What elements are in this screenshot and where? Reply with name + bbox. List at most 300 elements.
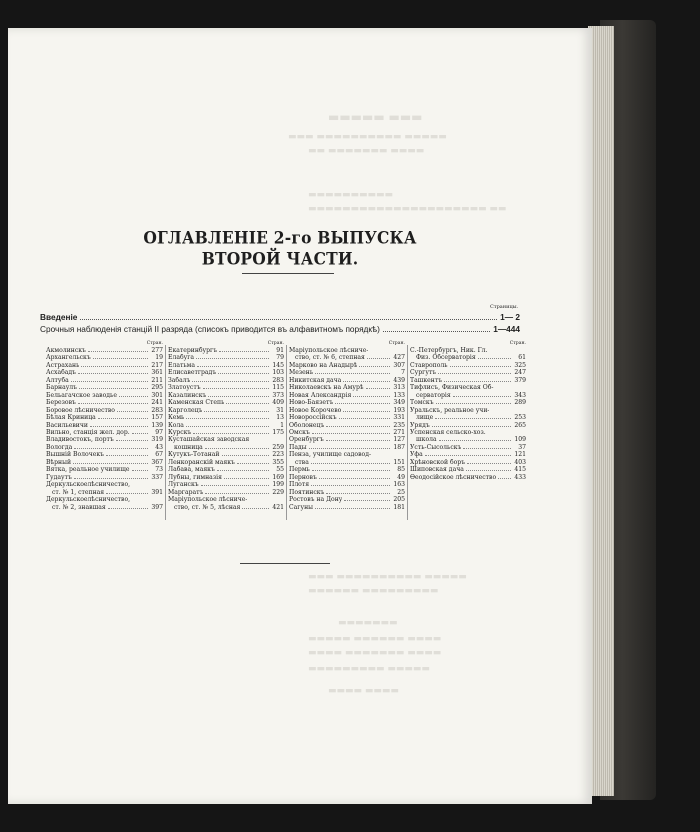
page-number: 163 (393, 481, 405, 489)
leader-dots (205, 489, 269, 494)
page-number: 415 (514, 466, 526, 474)
index-entry (410, 369, 526, 376)
station-name: Златоустъ (168, 384, 201, 392)
leader-dots (186, 422, 269, 427)
station-name: Физ. Обсерваторія (416, 354, 476, 362)
index-entry (168, 451, 284, 458)
station-name: Успенская сельско-хоз. (410, 428, 486, 436)
leader-dots (217, 466, 269, 471)
leader-dots (353, 392, 390, 397)
page-title: ОГЛАВЛЕНІЕ 2-го ВЫПУСКА ВТОРОЙ ЧАСТИ. (143, 227, 417, 269)
page-number: 397 (151, 503, 163, 511)
index-entry (168, 436, 284, 443)
toc-entry-label: Срочныя наблюденія станцій II разряда (списокъ приводится въ алфавитномъ порядкѣ) (40, 324, 380, 334)
station-name: Боровое лѣсничество (46, 406, 115, 414)
index-entry (46, 362, 163, 369)
page-number: 187 (393, 443, 405, 451)
leader-dots (81, 362, 148, 367)
index-entry (168, 459, 284, 466)
index-entry (46, 429, 163, 436)
index-entry (168, 466, 284, 473)
index-entry (46, 384, 163, 391)
index-entry (168, 369, 284, 376)
station-name: Каменская Степь (168, 399, 225, 407)
station-name: Ставрополь (410, 361, 448, 369)
station-name: Курскъ (168, 428, 192, 436)
leader-dots (219, 347, 269, 352)
page-number: 259 (272, 443, 284, 451)
index-entry (46, 407, 163, 414)
index-entry (168, 407, 284, 414)
index-entry (289, 392, 405, 399)
leader-dots (315, 504, 390, 509)
leader-dots (208, 392, 269, 397)
index-entry (410, 384, 526, 391)
station-name: лище (416, 414, 434, 422)
page-number: 349 (393, 399, 405, 407)
leader-dots (312, 466, 390, 471)
index-entry (168, 414, 284, 421)
station-name: Барнаулъ (46, 384, 78, 392)
column-header: Стран. (146, 341, 163, 346)
leader-dots (226, 399, 269, 404)
index-entry (410, 347, 526, 354)
index-entry (289, 466, 405, 473)
station-column (46, 341, 163, 511)
station-name: Луганскъ (168, 481, 199, 489)
station-name: Елатьма (168, 361, 196, 369)
index-entry (289, 481, 405, 488)
station-name: Ѳеодосійское лѣсничество (410, 473, 497, 481)
page-number: 175 (272, 428, 284, 436)
leader-dots (79, 384, 148, 389)
bleed-through-text: ▬▬▬▬▬ ▬▬▬▬▬▬ ▬▬▬▬ (308, 634, 442, 644)
leader-dots (90, 422, 148, 427)
page-number: 223 (272, 451, 284, 459)
page-number: 7 (401, 369, 405, 377)
page-number: 205 (393, 496, 405, 504)
station-name: Бельагачское заводье (46, 391, 117, 399)
leader-dots (466, 466, 511, 471)
bleed-through-text: ▬▬▬▬▬▬▬▬▬▬▬▬▬▬▬▬▬▬▬▬▬ ▬▬ (308, 204, 507, 214)
station-name: Маріупольское лѣсниче- (289, 347, 369, 354)
page-number: 19 (155, 354, 163, 362)
index-entry (289, 362, 405, 369)
index-entry (410, 436, 526, 443)
index-entry (410, 377, 526, 384)
page-number: 79 (276, 354, 284, 362)
index-entry (289, 459, 405, 466)
bleed-through-text: ▬▬▬▬▬▬ ▬▬▬▬▬▬▬▬▬ (308, 586, 439, 596)
index-entry (168, 429, 284, 436)
index-entry (168, 362, 284, 369)
index-entry (410, 459, 526, 466)
station-name: Вятка, реальное училище (46, 466, 130, 474)
station-name: Поятинскъ (289, 488, 325, 496)
page-number: 157 (151, 414, 163, 422)
station-name: Новороссійскъ (289, 414, 337, 422)
toc-entry (40, 324, 520, 334)
page-number: 367 (151, 458, 163, 466)
station-name: Плотя (289, 481, 310, 489)
page-number: 49 (397, 473, 405, 481)
index-entry (410, 362, 526, 369)
page-number: 403 (514, 458, 526, 466)
column-divider (407, 345, 408, 520)
station-name: Сургутъ (410, 369, 437, 377)
leader-dots (463, 444, 511, 449)
page-number: 421 (272, 503, 284, 511)
page-number: 103 (272, 369, 284, 377)
index-entry (168, 504, 284, 511)
station-name: Новая Александрія (289, 391, 352, 399)
index-entry (168, 444, 284, 451)
toc-leader (80, 313, 497, 320)
index-entry (410, 429, 526, 436)
leader-dots (71, 377, 148, 382)
index-entry (289, 414, 405, 421)
leader-dots (311, 459, 390, 464)
leader-dots (78, 399, 148, 404)
station-name: Уральскъ, реальное учи- (410, 406, 490, 414)
leader-dots (224, 474, 269, 479)
index-entry (168, 496, 284, 503)
station-name: Николаевскъ на Амурѣ (289, 384, 364, 392)
leader-dots (438, 369, 511, 374)
station-name: ст. № 2, знавшая (52, 503, 106, 511)
page-number: 85 (397, 466, 405, 474)
leader-dots (309, 444, 390, 449)
station-name: Кутукъ-Тотанай (168, 451, 220, 459)
page-number: 301 (151, 391, 163, 399)
leader-dots (192, 377, 269, 382)
leader-dots (439, 436, 511, 441)
station-name: Алтуба (46, 376, 69, 384)
page-number: 361 (151, 369, 163, 377)
station-name: Оренбургъ (289, 436, 324, 444)
index-entry (410, 407, 526, 414)
index-entry (168, 347, 284, 354)
station-name: Асхабадъ (46, 369, 77, 377)
page-number: 37 (518, 443, 526, 451)
leader-dots (432, 422, 511, 427)
page-number: 97 (155, 428, 163, 436)
leader-dots (436, 399, 511, 404)
leader-dots (218, 369, 269, 374)
leader-dots (444, 377, 511, 382)
page-number: 271 (393, 428, 405, 436)
leader-dots (237, 459, 269, 464)
column-divider (165, 345, 166, 520)
leader-dots (315, 369, 390, 374)
page-number: 409 (272, 399, 284, 407)
index-entry (289, 451, 405, 458)
index-entry (46, 459, 163, 466)
page-number: 307 (393, 361, 405, 369)
index-entry (410, 354, 526, 361)
station-name: Новое Корочево (289, 406, 342, 414)
index-entry (46, 481, 163, 488)
index-entry (46, 369, 163, 376)
page-number: 313 (393, 384, 405, 392)
leader-dots (326, 422, 390, 427)
page-number: 277 (151, 347, 163, 354)
station-name: Уфа (410, 451, 423, 459)
station-name: Лубны, гимназія (168, 473, 222, 481)
index-entry (168, 354, 284, 361)
page-number: 133 (393, 391, 405, 399)
page-number: 193 (393, 406, 405, 414)
station-name: ство, ст. № 6, степная (295, 354, 365, 362)
station-name: Березовъ (46, 399, 76, 407)
page-number: 151 (393, 458, 405, 466)
leader-dots (343, 407, 390, 412)
station-name: Вышній Волочекъ (46, 451, 105, 459)
leader-dots (119, 392, 148, 397)
page-number: 283 (151, 406, 163, 414)
leader-dots (312, 429, 390, 434)
leader-dots (453, 392, 511, 397)
leader-dots (197, 362, 269, 367)
station-name: Акмолинскъ (46, 347, 86, 354)
bleed-through-text: ▬▬▬▬▬▬▬ (338, 618, 398, 628)
page-number: 55 (276, 466, 284, 474)
index-entry (46, 496, 163, 503)
leader-dots (74, 444, 148, 449)
leader-dots (73, 459, 148, 464)
page-number: 43 (155, 443, 163, 451)
index-entry (46, 399, 163, 406)
page-number: 433 (514, 473, 526, 481)
leader-dots (478, 354, 511, 359)
page-number: 13 (276, 414, 284, 422)
index-entry (289, 444, 405, 451)
index-entry (46, 436, 163, 443)
index-entry (168, 377, 284, 384)
page-number: 241 (151, 399, 163, 407)
index-entry (168, 384, 284, 391)
leader-dots (196, 354, 269, 359)
page-number: 25 (397, 488, 405, 496)
page-number: 115 (272, 384, 284, 392)
station-name: Урядъ (410, 421, 430, 429)
leader-dots (450, 362, 511, 367)
station-name: Кемь (168, 414, 185, 422)
index-entry (289, 369, 405, 376)
index-entry (289, 354, 405, 361)
station-name: Марково на Анадырѣ (289, 361, 358, 369)
station-name: ство, ст. № 5, лѣсная (174, 503, 241, 511)
index-entry (46, 392, 163, 399)
leader-dots (93, 354, 148, 359)
bleed-through-text: ▬▬▬ ▬▬▬▬▬▬▬▬▬▬ ▬▬▬▬▬ (308, 572, 467, 582)
column-header: Стран. (267, 341, 284, 346)
page-number: 229 (272, 488, 284, 496)
leader-dots (98, 414, 148, 419)
station-column (168, 341, 284, 511)
index-entry (289, 496, 405, 503)
station-name: Карголецъ (168, 406, 203, 414)
page-number: 325 (514, 361, 526, 369)
index-entry (168, 481, 284, 488)
index-entry (289, 377, 405, 384)
station-name: Шиповская дача (410, 466, 464, 474)
leader-dots (203, 384, 269, 389)
index-entry (46, 466, 163, 473)
index-entry (168, 474, 284, 481)
index-entry (168, 489, 284, 496)
leader-dots (108, 504, 148, 509)
leader-dots (326, 436, 390, 441)
station-name: Екатеринбургъ (168, 347, 218, 354)
page-number: 211 (151, 376, 163, 384)
leader-dots (132, 466, 149, 471)
page-number: 427 (393, 354, 405, 362)
pages-column-label: Страницы. (490, 304, 519, 310)
station-name: Вильно, станція жел. дор. (46, 428, 130, 436)
page-number: 379 (514, 376, 526, 384)
page-number: 265 (514, 421, 526, 429)
station-name: Лабава, маякъ (168, 466, 215, 474)
index-entry (289, 347, 405, 354)
leader-dots (205, 444, 269, 449)
station-name: Оболонецъ (289, 421, 325, 429)
station-name: Кола (168, 421, 184, 429)
index-entry (289, 399, 405, 406)
page-number: 439 (393, 376, 405, 384)
station-name: Бѣлая Криница (46, 414, 96, 422)
station-name: ст. № 1, степная (52, 488, 105, 496)
station-name: Ленкоранскій маякъ (168, 458, 235, 466)
leader-dots (88, 347, 148, 352)
page-number: 235 (393, 421, 405, 429)
page-number: 355 (272, 458, 284, 466)
page-number: 91 (276, 347, 284, 354)
leader-dots (498, 474, 511, 479)
page-number: 283 (272, 376, 284, 384)
index-entry (289, 429, 405, 436)
station-name: Перновъ (289, 473, 317, 481)
page-number: 139 (151, 421, 163, 429)
bleed-through-text: ▬▬▬▬ ▬▬▬▬ (328, 686, 399, 696)
station-name: С.-Петербургъ, Ник. Гл. (410, 347, 488, 354)
toc-leader (383, 325, 490, 332)
index-entry (46, 444, 163, 451)
station-name: Ново-Баязетъ (289, 399, 334, 407)
leader-dots (319, 474, 390, 479)
station-name: Маргаратъ (168, 488, 204, 496)
station-name: школа (416, 436, 437, 444)
bleed-through-text: ▬▬▬▬ ▬▬▬▬▬▬▬ ▬▬▬▬ (308, 648, 442, 658)
page-number: 73 (155, 466, 163, 474)
index-entry (410, 466, 526, 473)
station-name: кошница (174, 443, 203, 451)
station-name: Елабуга (168, 354, 195, 362)
bleed-through-text: ▬▬▬▬▬▬▬▬▬ ▬▬▬▬▬ (308, 664, 430, 674)
station-name: Маріупольское лѣсниче- (168, 496, 248, 504)
title-rule (242, 273, 334, 274)
station-column (289, 341, 405, 511)
page-number: 1 (280, 421, 284, 429)
index-entry (289, 436, 405, 443)
page-number: 67 (155, 451, 163, 459)
page-number: 121 (514, 451, 526, 459)
index-entry (168, 422, 284, 429)
column-header: Стран. (509, 341, 526, 346)
index-entry (289, 474, 405, 481)
leader-dots (242, 504, 269, 509)
station-name: Вѣрный (46, 458, 72, 466)
page-number: 337 (151, 473, 163, 481)
page-number: 331 (393, 414, 405, 422)
index-entry (410, 399, 526, 406)
station-name: Пермь (289, 466, 310, 474)
leader-dots (106, 489, 148, 494)
station-name: Казалинскъ (168, 391, 207, 399)
index-entry (410, 392, 526, 399)
index-entry (289, 384, 405, 391)
station-name: Ростовъ на Дону (289, 496, 343, 504)
column-header: Стран. (388, 341, 405, 346)
page-number: 145 (272, 361, 284, 369)
column-divider (286, 345, 287, 520)
index-entry (46, 354, 163, 361)
bleed-through-text: ▬▬▬ ▬▬▬▬▬▬▬▬▬▬ ▬▬▬▬▬ (288, 132, 447, 142)
leader-dots (201, 481, 269, 486)
page-number: 373 (272, 391, 284, 399)
station-name: Елисаветградъ (168, 369, 217, 377)
station-name: Пады (289, 443, 307, 451)
page-number: 343 (514, 391, 526, 399)
index-entry (410, 474, 526, 481)
bottom-rule (240, 563, 330, 564)
leader-dots (435, 414, 511, 419)
bleed-through-text: ▬▬▬▬▬ ▬▬▬ (328, 110, 423, 124)
station-name: Мезень (289, 369, 314, 377)
leader-dots (311, 481, 390, 486)
page-number: 217 (151, 361, 163, 369)
page-number: 319 (151, 436, 163, 444)
station-name: Томскъ (410, 399, 434, 407)
station-name: Гудаутъ (46, 473, 72, 481)
page-number: 181 (393, 503, 405, 511)
index-entry (46, 422, 163, 429)
bleed-through-text: ▬▬▬▬▬▬▬▬▬▬ (308, 190, 394, 200)
index-entry (46, 451, 163, 458)
index-entry (410, 422, 526, 429)
station-name: серваторія (416, 391, 451, 399)
bleed-through-text: ▬▬ ▬▬▬▬▬▬▬ ▬▬▬▬ (308, 146, 425, 156)
station-name: Омскъ (289, 428, 310, 436)
station-name: Хрѣновской боръ (410, 458, 466, 466)
index-entry (46, 489, 163, 496)
station-name: Никитская дача (289, 376, 342, 384)
index-entry (46, 414, 163, 421)
leader-dots (343, 377, 390, 382)
index-entry (46, 474, 163, 481)
index-entry (168, 392, 284, 399)
station-name: Владивостокъ, портъ (46, 436, 114, 444)
index-entry (289, 407, 405, 414)
index-entry (410, 414, 526, 421)
station-column (410, 341, 526, 481)
page-number: 199 (272, 481, 284, 489)
index-entry (46, 504, 163, 511)
index-entry (289, 422, 405, 429)
leader-dots (367, 354, 390, 359)
page-number: 391 (151, 488, 163, 496)
page-number: 127 (393, 436, 405, 444)
